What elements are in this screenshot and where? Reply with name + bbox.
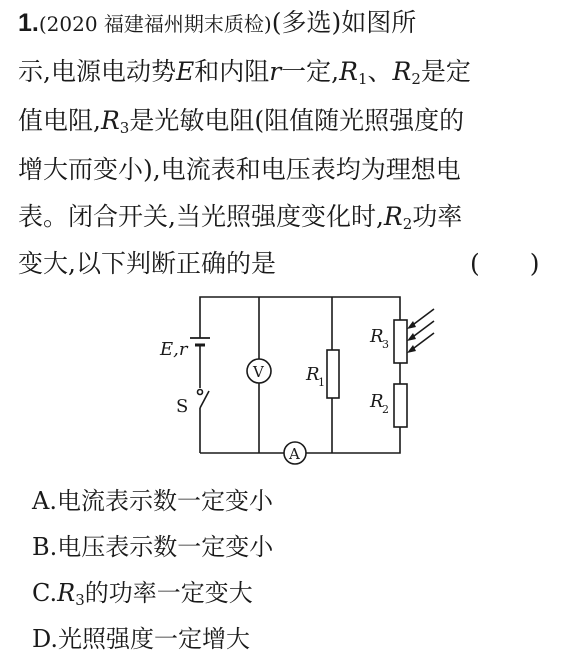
subscript: 2 [402, 215, 413, 233]
option-d[interactable]: D.光照强度一定增大 [32, 625, 251, 653]
label-r2: R [370, 391, 384, 412]
label-r1-sub: 1 [318, 376, 325, 389]
stem-text: 一定, [281, 57, 340, 86]
stem-text: 变大,以下判断正确的是 [18, 249, 276, 278]
question-source: (2020 福建福州期末质检) [38, 12, 272, 36]
resistor-r3 [394, 320, 407, 363]
resistor-r1 [327, 350, 339, 398]
label-source: E,r [160, 339, 188, 360]
option-b[interactable]: B.电压表示数一定变小 [32, 533, 274, 561]
question-type: (多选) [271, 8, 342, 37]
label-r3-sub: 3 [382, 338, 389, 351]
stem-text: 和内阻 [194, 57, 270, 86]
switch-contact [198, 390, 203, 395]
label-switch: S [176, 396, 189, 417]
option-a[interactable]: A.电流表示数一定变小 [32, 487, 273, 515]
label-r3: R [370, 326, 384, 347]
subscript: 2 [411, 70, 421, 88]
label-r1: R [306, 364, 320, 385]
stem-text: 值电阻, [18, 106, 101, 135]
stem-text: 示,电源电动势 [18, 57, 176, 86]
symbol-R3: R [100, 106, 120, 135]
stem-text: 表。闭合开关,当光照强度变化时, [18, 202, 384, 231]
label-ammeter: A [289, 445, 300, 463]
wire-bottom-right [306, 427, 400, 453]
light-arrows [410, 309, 434, 351]
stem-text: 功率 [412, 202, 463, 231]
subscript: 3 [75, 591, 85, 609]
stem-text: 如图所 [341, 8, 417, 37]
symbol-R2: R [392, 57, 412, 86]
stem-text: 、 [367, 57, 393, 86]
subscript: 1 [357, 70, 368, 88]
question-number: 1. [18, 9, 39, 37]
option-c[interactable] [32, 577, 253, 609]
stem-text: 增大而变小),电流表和电压表均为理想电 [18, 155, 461, 184]
label-voltmeter: V [253, 363, 264, 381]
option-c-prefix: C. [32, 579, 58, 607]
symbol-R1: R [339, 57, 358, 86]
stem-text: 是光敏电阻(阻值随光照强度的 [129, 106, 465, 135]
symbol-E: E [175, 57, 195, 86]
answer-blank: ( ) [470, 249, 540, 278]
symbol-r: r [269, 57, 282, 86]
label-r2-sub: 2 [382, 403, 389, 416]
subscript: 3 [119, 119, 130, 137]
option-c-text: 的功率一定变大 [84, 579, 253, 607]
stem-text: 是定 [420, 57, 471, 86]
resistor-r2 [394, 384, 407, 427]
symbol-R2: R [383, 202, 403, 231]
symbol-R3: R [57, 579, 76, 607]
